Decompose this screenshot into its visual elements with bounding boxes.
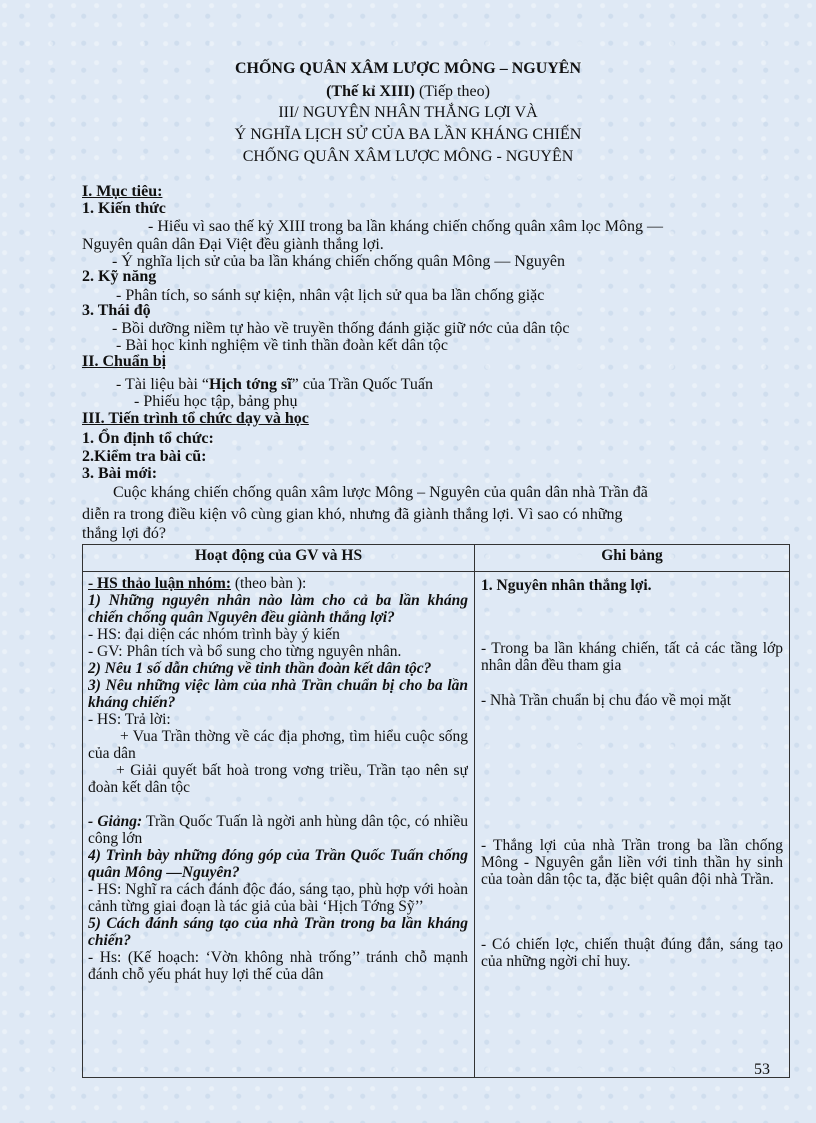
lesson-title: CHỐNG QUÂN XÂM LƯỢC MÔNG – NGUYÊN: [234, 60, 582, 77]
question-5: 5) Cách đánh sáng tạo của nhà Trần trong ba lần kháng chiến?: [88, 915, 468, 949]
process-heading: III. Tiến trình tổ chức dạy và học: [82, 410, 309, 427]
question-4: 4) Trình bày những đóng góp của Trần Quốc Tuấn chống quân Mông —Nguyên?: [88, 847, 468, 881]
skills-item-1: - Phân tích, so sánh sự kiện, nhân vật lịch sử qua ba lần chống giặc: [116, 287, 545, 304]
question-2: 2) Nêu 1 số dẫn chứng về tinh thần đoàn kết dân tộc?: [88, 660, 432, 677]
page-number: 53: [754, 1061, 770, 1078]
attitude-item-2: - Bài học kinh nghiệm về tinh thần đoàn kết dân tộc: [116, 337, 448, 354]
note-2: - Nhà Trần chuẩn bị chu đáo về mọi mặt: [481, 692, 732, 709]
attitude-item-1: - Bồi dưỡng niềm tự hào về truyền thống đánh giặc giữ nớc của dân tộc: [112, 320, 570, 337]
discussion-line: [88, 575, 468, 592]
lecture-label: - Giảng:: [88, 813, 143, 830]
intro-line-1: Cuộc kháng chiến chống quân xâm lược Mông – Nguyên của quân dân nhà Trần đã: [113, 484, 648, 501]
lecture-note: [88, 813, 468, 847]
notes-cell: [475, 572, 790, 1078]
knowledge-item-2: - Ý nghĩa lịch sử của ba lần kháng chiến chống quân Mông — Nguyên: [112, 253, 566, 270]
prep-item-1-prefix: - Tài liệu bài “: [116, 376, 209, 393]
discussion-mode: (theo bàn ):: [230, 575, 307, 592]
activities-cell: [83, 572, 475, 1078]
note-4: - Có chiến lợc, chiến thuật đúng đắn, sáng tạo của những ngời chỉ huy.: [481, 936, 783, 970]
knowledge-heading: 1. Kiến thức: [82, 200, 166, 217]
teacher-note-1: - GV: Phân tích và bổ sung cho từng nguyên nhân.: [88, 643, 402, 660]
table-header-row: [83, 545, 790, 572]
process-step-1: 1. Ổn định tổ chức:: [82, 430, 214, 447]
question-3: 3) Nêu những việc làm của nhà Trần chuẩn bị cho ba lần kháng chiến?: [88, 677, 468, 711]
knowledge-item-1-cont: Nguyên quân dân Đại Việt đều giành thắng lợi.: [82, 236, 384, 253]
skills-heading: 2. Kỹ năng: [82, 268, 157, 285]
continuation-label: (Tiếp theo): [414, 83, 490, 100]
student-answer-2: - HS: Trả lời:: [88, 711, 171, 728]
objectives-heading: I. Mục tiêu:: [82, 183, 163, 200]
process-step-2: 2.Kiểm tra bài cũ:: [82, 448, 207, 465]
section-title-line3: CHỐNG QUÂN XÂM LƯỢC MÔNG - NGUYÊN: [242, 148, 574, 165]
intro-line-2: diễn ra trong điều kiện vô cùng gian khó, nhưng đã giành thắng lợi. Vì sao có những: [82, 506, 623, 523]
process-step-3: 3. Bài mới:: [82, 465, 158, 482]
col-activities-header: Hoạt động của GV và HS: [83, 545, 475, 572]
student-answer-2b: + Giải quyết bất hoà trong vơng triều, Trần tạo nên sự đoàn kết dân tộc: [88, 762, 468, 796]
lecture-text: Trần Quốc Tuấn là ngời anh hùng dân tộc, có nhiều công lớn: [88, 813, 468, 847]
intro-line-3: thắng lợi đó?: [82, 525, 166, 542]
preparation-heading: II. Chuẩn bị: [82, 353, 167, 370]
prep-document-title: Hịch tớng sĩ: [209, 376, 292, 393]
century-label: (Thế kỉ XIII): [326, 83, 415, 100]
col-notes-header: Ghi bảng: [475, 545, 790, 572]
student-answer-1: - HS: đại diện các nhóm trình bày ý kiến: [88, 626, 340, 643]
knowledge-item-1: - Hiểu vì sao thế kỷ XIII trong ba lần kháng chiến chống quân xâm lọc Mông —: [148, 218, 663, 235]
prep-item-1-suffix: ” của Trần Quốc Tuấn: [291, 376, 433, 393]
preparation-item-2: - Phiếu học tập, bảng phụ: [134, 393, 298, 410]
section-title: III/ NGUYÊN NHÂN THẮNG LỢI VÀ: [278, 104, 538, 121]
lesson-subtitle: [0, 83, 816, 101]
notes-heading: 1. Nguyên nhân thắng lợi.: [481, 577, 652, 594]
lesson-table: [82, 544, 790, 1078]
note-1: - Trong ba lần kháng chiến, tất cả các tầng lớp nhân dân đều tham gia: [481, 640, 783, 674]
section-title-line2: Ý NGHĨA LỊCH SỬ CỦA BA LẦN KHÁNG CHIẾN: [234, 126, 582, 143]
discussion-label: - HS thảo luận nhóm:: [88, 575, 231, 592]
preparation-item-1: [116, 376, 433, 394]
student-answer-2a: + Vua Trần thờng về các địa phơng, tìm hiểu cuộc sống của dân: [88, 728, 468, 762]
question-1: 1) Những nguyên nhân nào làm cho cả ba lần kháng chiến chống quân Nguyên đều giành thắng lợi?: [88, 592, 468, 626]
table-row: [83, 572, 790, 1078]
student-answer-3: - HS: Nghĩ ra cách đánh độc đáo, sáng tạo, phù hợp với hoàn cảnh từng giai đoạn là tác giả của bài ‘Hịch Tớng Sỹ’’: [88, 881, 468, 915]
attitude-heading: 3. Thái độ: [82, 302, 151, 319]
note-3: - Thắng lợi của nhà Trần trong ba lần chống Mông - Nguyên gắn liền với tinh thần hy sinh của toàn dân tộc ta, đặc biệt quân đội nhà Trần.: [481, 837, 783, 888]
student-answer-4: - Hs: (Kế hoạch: ‘Vờn không nhà trống’’ tránh chỗ mạnh đánh chỗ yếu phát huy lợi thế của dân: [88, 949, 468, 983]
